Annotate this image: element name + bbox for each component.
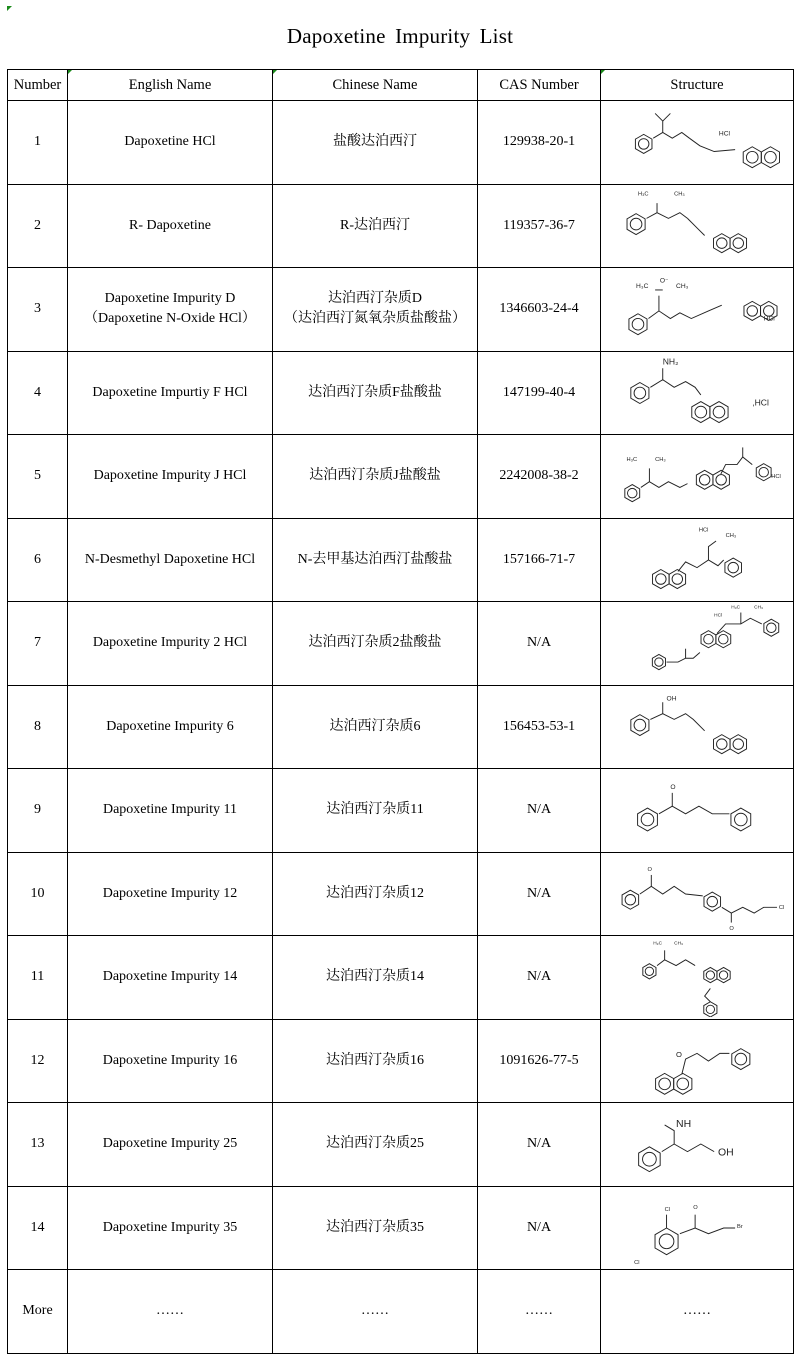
cell-english-name-line: Dapoxetine Impurity 16 — [102, 1052, 238, 1068]
cell-cas-number: N/A — [478, 1103, 601, 1187]
structure-drawing — [605, 102, 790, 182]
cell-english-name-line: …… — [156, 1303, 184, 1319]
structure-label: NH₂ — [662, 356, 679, 367]
impurity-table — [7, 69, 794, 1354]
structure-label: CH₃ — [655, 457, 666, 464]
header-chinese-name: Chinese Name — [273, 70, 478, 101]
structure-drawing — [605, 603, 790, 683]
structure-drawing — [605, 520, 790, 600]
cell-number: 3 — [8, 268, 68, 352]
corner-marker — [7, 6, 12, 11]
cell-chinese-name — [273, 1270, 478, 1354]
cell-structure — [601, 435, 794, 519]
table-row — [8, 268, 794, 352]
structure-label: O⁻ — [659, 277, 669, 285]
cell-chinese-name — [273, 602, 478, 686]
cell-cas-number: 1346603-24-4 — [478, 268, 601, 352]
cell-chinese-name-line: …… — [361, 1303, 389, 1319]
table-row — [8, 184, 794, 268]
structure-label: H₃C — [626, 457, 638, 464]
cell-english-name-line: Dapoxetine Impurity J HCl — [93, 468, 247, 484]
cell-chinese-name-line: 达泊西汀杂质12 — [326, 885, 424, 901]
cell-chinese-name — [273, 518, 478, 602]
cell-english-name — [68, 184, 273, 268]
structure-drawing — [605, 436, 790, 516]
structure-label: CH₃ — [674, 191, 685, 198]
structure-drawing — [605, 687, 790, 767]
cell-chinese-name — [273, 852, 478, 936]
cell-chinese-name-line: 达泊西汀杂质16 — [326, 1052, 424, 1068]
structure-drawing — [605, 269, 790, 349]
cell-structure — [601, 1019, 794, 1103]
cell-structure — [601, 268, 794, 352]
structure-drawing — [605, 1021, 790, 1101]
cell-english-name-line: Dapoxetine Impurity 14 — [102, 969, 238, 985]
cell-chinese-name — [273, 1103, 478, 1187]
cell-english-name — [68, 769, 273, 853]
cell-chinese-name — [273, 435, 478, 519]
cell-number: 4 — [8, 351, 68, 435]
structure-label: O — [729, 925, 734, 932]
cell-english-name — [68, 1103, 273, 1187]
cell-structure: …… — [601, 1270, 794, 1354]
cell-number: 1 — [8, 101, 68, 185]
structure-label: H₃C — [731, 605, 741, 611]
cell-english-name — [68, 936, 273, 1020]
cell-cas-number: N/A — [478, 852, 601, 936]
cell-cas-number: 119357-36-7 — [478, 184, 601, 268]
cell-english-name — [68, 852, 273, 936]
structure-label: HCl — [714, 613, 723, 619]
structure-label: CH₃ — [674, 941, 683, 947]
cell-structure — [601, 1186, 794, 1270]
cell-chinese-name-line: R-达泊西汀 — [340, 217, 410, 233]
cell-structure — [601, 769, 794, 853]
structure-label: HCl — [763, 315, 775, 323]
table-row — [8, 1019, 794, 1103]
cell-english-name — [68, 518, 273, 602]
cell-chinese-name-line: 达泊西汀杂质2盐酸盐 — [308, 635, 442, 651]
cell-english-name — [68, 685, 273, 769]
table-row — [8, 435, 794, 519]
cell-chinese-name-line: 达泊西汀杂质D — [327, 291, 423, 307]
cell-number: More — [8, 1270, 68, 1354]
cell-english-name-line: Dapoxetine Impurity 25 — [102, 1136, 238, 1152]
cell-chinese-name — [273, 268, 478, 352]
cell-chinese-name-line: 盐酸达泊西汀 — [333, 134, 417, 150]
cell-chinese-name-line: N-去甲基达泊西汀盐酸盐 — [297, 551, 453, 567]
cell-english-name-line: Dapoxetine Impurity 12 — [102, 885, 238, 901]
header-structure: Structure — [601, 70, 794, 101]
structure-label: HCl — [698, 527, 709, 534]
cell-structure — [601, 101, 794, 185]
cell-structure — [601, 852, 794, 936]
cell-english-name-line: R- Dapoxetine — [128, 217, 212, 233]
cell-chinese-name — [273, 936, 478, 1020]
cell-english-name-line: Dapoxetine Impurity 2 HCl — [92, 635, 248, 651]
cell-structure — [601, 351, 794, 435]
cell-marker — [601, 70, 605, 74]
cell-chinese-name — [273, 1186, 478, 1270]
cell-english-name — [68, 1186, 273, 1270]
structure-label: NH — [676, 1119, 692, 1131]
cell-english-name-line: Dapoxetine Impurity 6 — [106, 718, 234, 734]
table-row — [8, 351, 794, 435]
cell-number: 12 — [8, 1019, 68, 1103]
cell-marker — [273, 70, 277, 74]
table-row — [8, 1103, 794, 1187]
table-row — [8, 518, 794, 602]
structure-drawing — [605, 854, 790, 934]
cell-number: 9 — [8, 769, 68, 853]
table-row — [8, 1270, 794, 1354]
cell-cas-number: N/A — [478, 769, 601, 853]
cell-cas-number: 156453-53-1 — [478, 685, 601, 769]
structure-label: O — [693, 1204, 698, 1211]
cell-cas-number: N/A — [478, 936, 601, 1020]
structure-drawing — [605, 1188, 790, 1268]
structure-label: Br — [737, 1223, 743, 1230]
cell-cas-number: N/A — [478, 1186, 601, 1270]
structure-label: O — [676, 1049, 682, 1059]
cell-english-name — [68, 1019, 273, 1103]
cell-chinese-name — [273, 101, 478, 185]
structure-drawing — [605, 770, 790, 850]
cell-number: 5 — [8, 435, 68, 519]
cell-chinese-name — [273, 769, 478, 853]
structure-drawing — [605, 353, 790, 433]
header-row — [8, 70, 794, 101]
structure-label: Cl — [778, 904, 785, 911]
cell-number: 6 — [8, 518, 68, 602]
structure-label: H₃C — [636, 283, 649, 291]
cell-number: 11 — [8, 936, 68, 1020]
header-number: Number — [8, 70, 68, 101]
table-row — [8, 685, 794, 769]
structure-label: O — [647, 866, 652, 873]
cell-english-name — [68, 1270, 273, 1354]
cell-structure — [601, 936, 794, 1020]
cell-cas-number: 1091626-77-5 — [478, 1019, 601, 1103]
cell-number: 10 — [8, 852, 68, 936]
cell-chinese-name — [273, 351, 478, 435]
structure-drawing — [605, 1104, 790, 1184]
cell-cas-number: N/A — [478, 602, 601, 686]
structure-label: ,HCl — [752, 397, 769, 408]
cell-english-name — [68, 435, 273, 519]
cell-english-name-line: Dapoxetine Impurity 11 — [102, 802, 237, 818]
cell-structure — [601, 1103, 794, 1187]
table-row — [8, 936, 794, 1020]
cell-chinese-name-line: 达泊西汀杂质11 — [326, 802, 424, 818]
structure-label: OH — [717, 1147, 734, 1159]
cell-structure — [601, 685, 794, 769]
structure-label: O — [670, 784, 676, 792]
cell-english-name-line: N-Desmethyl Dapoxetine HCl — [84, 551, 256, 567]
cell-chinese-name-line: （达泊西汀氮氧杂质盐酸盐） — [284, 311, 466, 327]
structure-label: HCl — [771, 474, 781, 481]
cell-english-name-line: Dapoxetine Impurity 35 — [102, 1219, 238, 1235]
cell-chinese-name — [273, 685, 478, 769]
cell-marker — [68, 70, 72, 74]
cell-chinese-name-line: 达泊西汀杂质6 — [329, 718, 421, 734]
header-cas-number: CAS Number — [478, 70, 601, 101]
cell-chinese-name-line: 达泊西汀杂质25 — [326, 1136, 424, 1152]
cell-number: 8 — [8, 685, 68, 769]
cell-cas-number: …… — [478, 1270, 601, 1354]
structure-label: Cl — [634, 1259, 640, 1266]
table-row — [8, 769, 794, 853]
structure-drawing — [605, 937, 790, 1017]
cell-english-name-line: （Dapoxetine N-Oxide HCl） — [84, 311, 256, 327]
table-row — [8, 852, 794, 936]
cell-structure — [601, 184, 794, 268]
cell-english-name — [68, 602, 273, 686]
cell-cas-number: 2242008-38-2 — [478, 435, 601, 519]
structure-label: Cl — [664, 1206, 671, 1213]
cell-structure — [601, 602, 794, 686]
cell-chinese-name-line: 达泊西汀杂质14 — [326, 969, 424, 985]
table-row — [8, 1186, 794, 1270]
structure-label: H₃C — [653, 941, 663, 947]
cell-english-name — [68, 268, 273, 352]
cell-chinese-name-line: 达泊西汀杂质35 — [326, 1219, 424, 1235]
structure-label: H₃C — [637, 191, 649, 198]
cell-english-name-line: Dapoxetine Impurtiy F HCl — [92, 384, 248, 400]
structure-label: CH₃ — [725, 532, 737, 539]
cell-english-name-line: Dapoxetine Impurity D — [104, 291, 236, 307]
cell-structure — [601, 518, 794, 602]
cell-english-name — [68, 101, 273, 185]
structure-drawing — [605, 186, 790, 266]
cell-chinese-name-line: 达泊西汀杂质F盐酸盐 — [308, 384, 442, 400]
cell-cas-number: 129938-20-1 — [478, 101, 601, 185]
cell-number: 13 — [8, 1103, 68, 1187]
structure-label: CH₃ — [676, 283, 689, 291]
page-title: Dapoxetine Impurity List — [286, 24, 514, 48]
structure-label: HCl — [718, 130, 731, 138]
cell-cas-number: 147199-40-4 — [478, 351, 601, 435]
header-english-name: English Name — [68, 70, 273, 101]
cell-cas-number: 157166-71-7 — [478, 518, 601, 602]
cell-english-name-line: Dapoxetine HCl — [124, 134, 216, 150]
cell-chinese-name — [273, 184, 478, 268]
cell-number: 2 — [8, 184, 68, 268]
structure-label: OH — [666, 695, 677, 703]
cell-english-name — [68, 351, 273, 435]
cell-number: 14 — [8, 1186, 68, 1270]
structure-label: CH₃ — [754, 605, 763, 611]
cell-chinese-name-line: 达泊西汀杂质J盐酸盐 — [309, 468, 441, 484]
table-row — [8, 602, 794, 686]
cell-chinese-name — [273, 1019, 478, 1103]
table-row — [8, 101, 794, 185]
cell-number: 7 — [8, 602, 68, 686]
